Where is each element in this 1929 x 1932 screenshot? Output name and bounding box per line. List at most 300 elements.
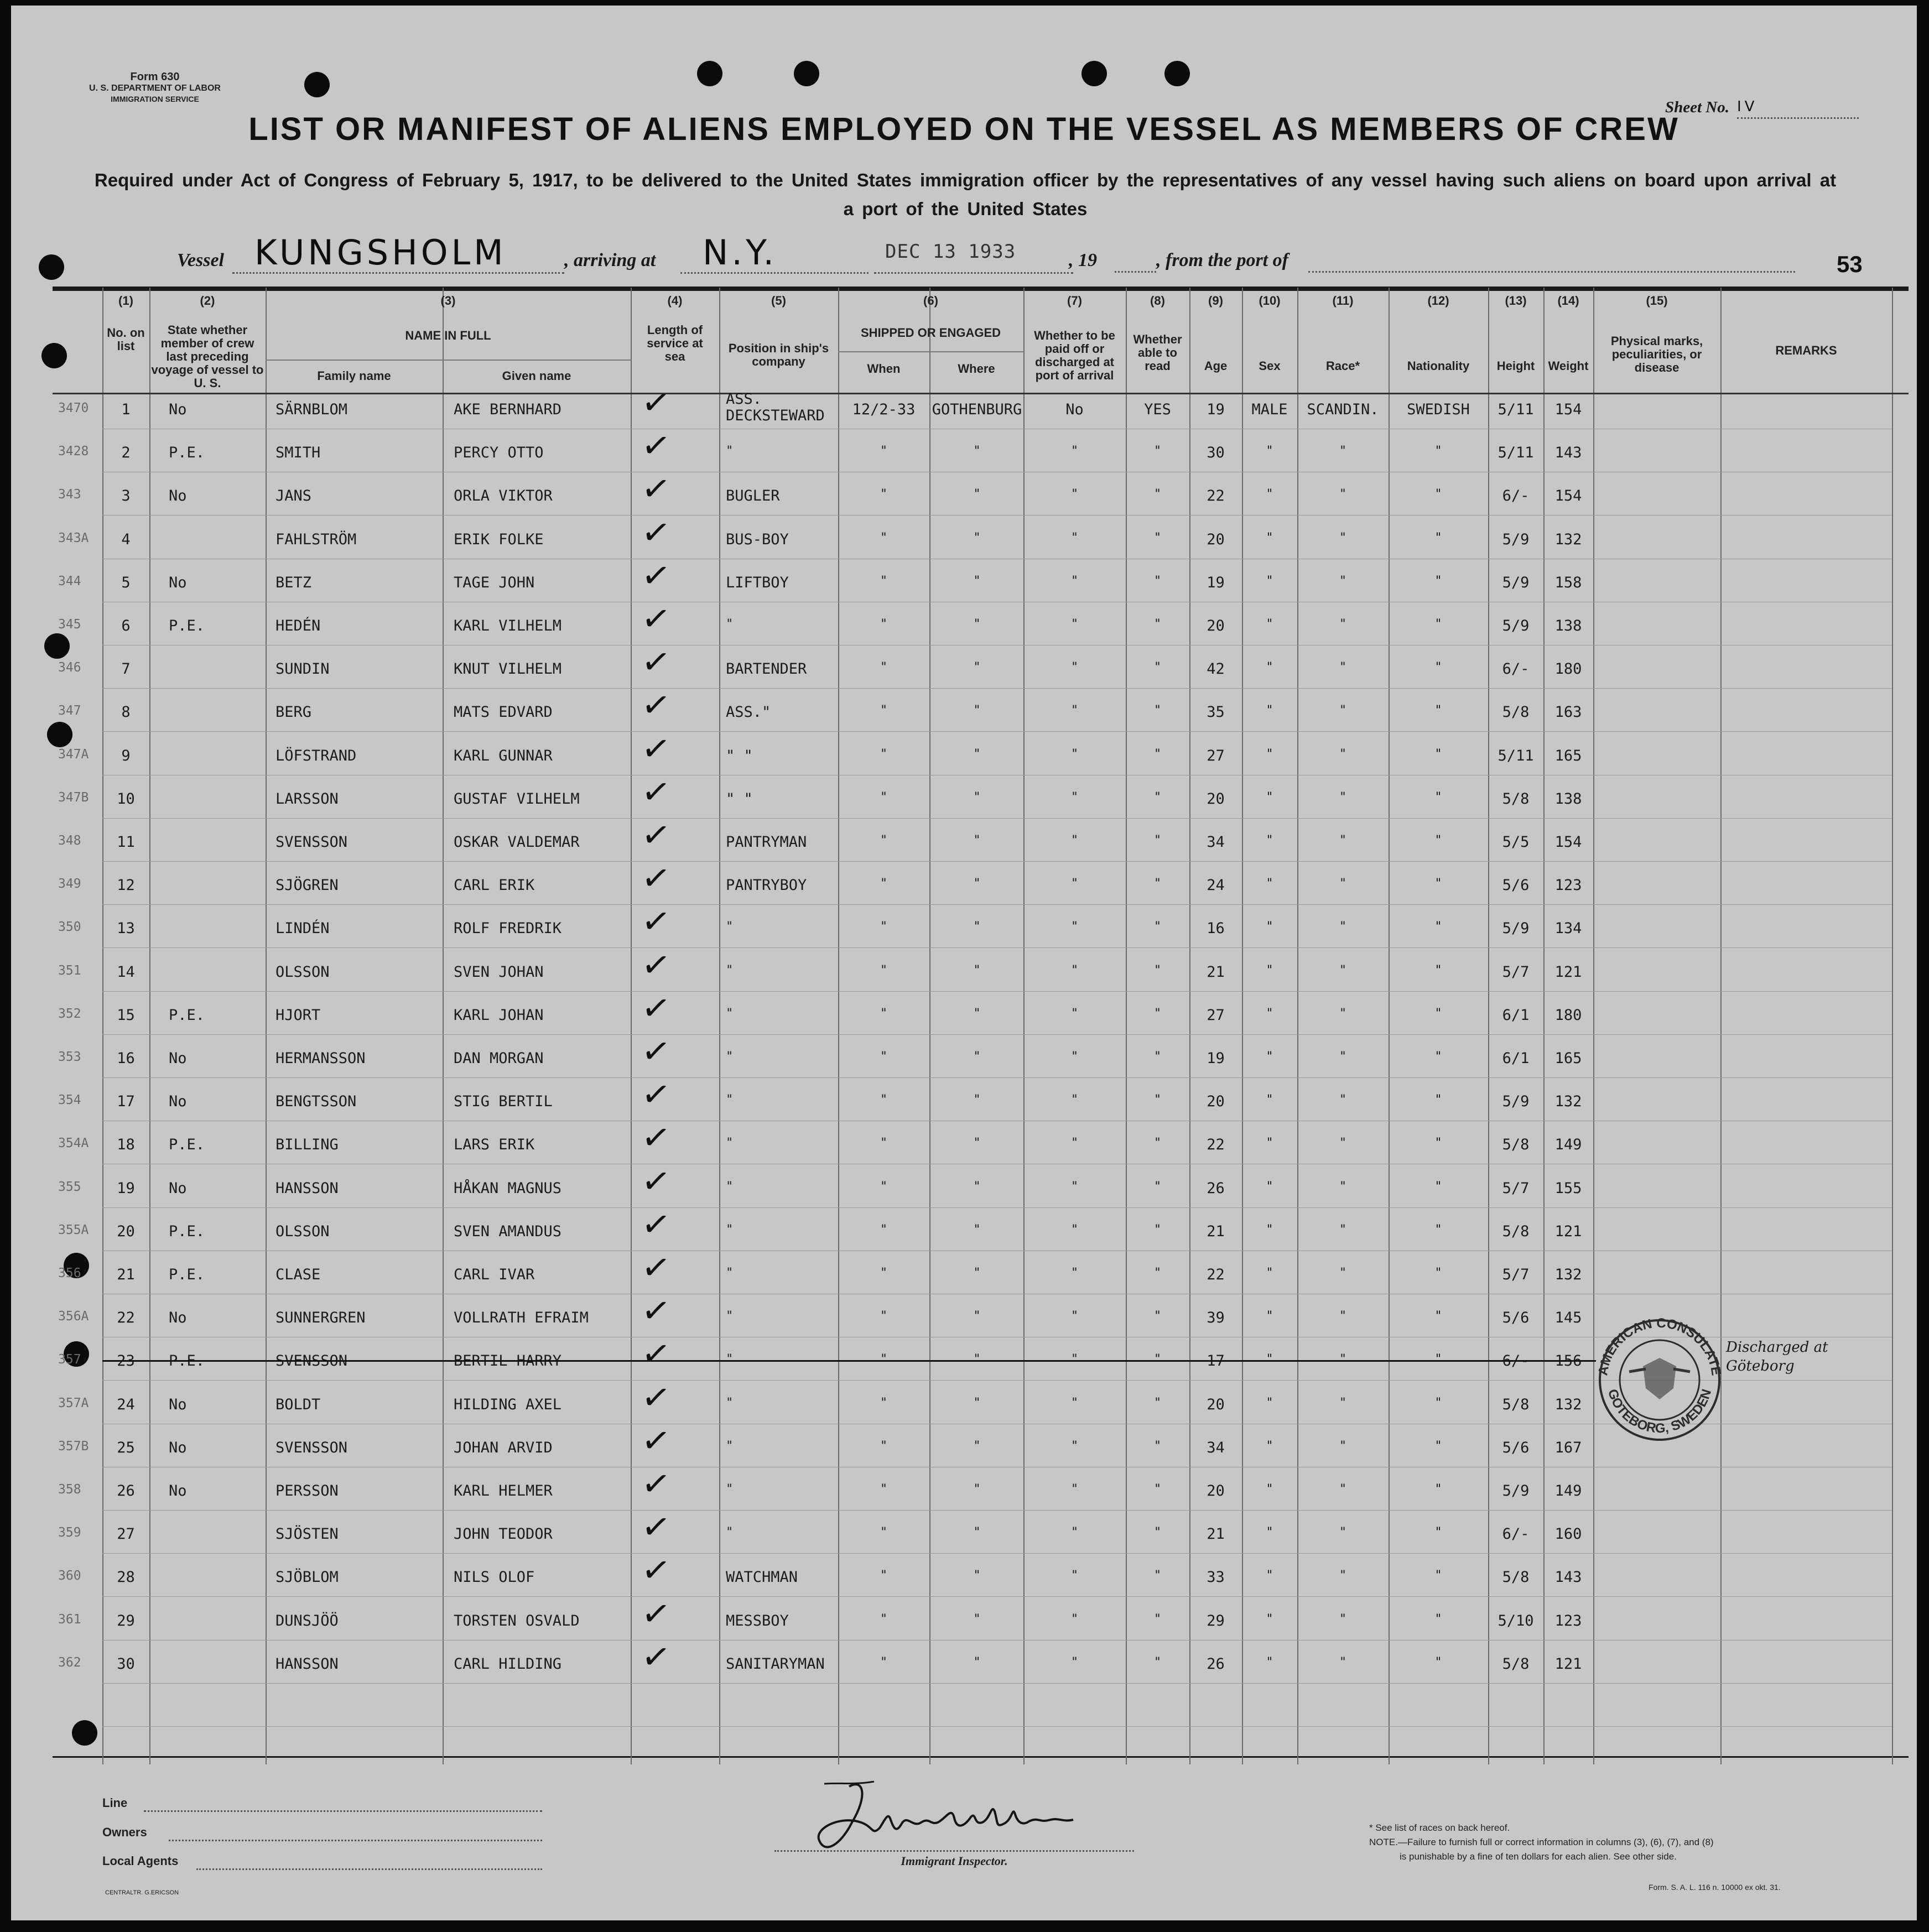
punch-hole (794, 61, 819, 86)
cell-sex: " (1266, 574, 1273, 588)
cell-when: " (880, 531, 888, 545)
cell-no: 9 (121, 747, 131, 764)
cell-age: 17 (1207, 1352, 1225, 1369)
cell-read: " (1153, 487, 1162, 501)
cell-read: " (1153, 1525, 1162, 1539)
cell-ref: 362 (58, 1655, 81, 1670)
col9-number: (9) (1208, 294, 1223, 308)
cell-weight: 143 (1554, 1569, 1582, 1586)
cell-paid-off: " (1070, 1180, 1079, 1194)
cell-ref: 344 (58, 574, 81, 589)
col8-number: (8) (1150, 294, 1165, 308)
cell-weight: 123 (1554, 877, 1582, 894)
cell-given: SVEN JOHAN (454, 964, 544, 981)
cell-ref: 358 (58, 1482, 81, 1497)
cell-age: 20 (1207, 531, 1225, 548)
cell-ref: 347A (58, 747, 89, 762)
cell-family: OLSSON (275, 964, 330, 981)
cell-prev: No (169, 1309, 187, 1326)
cell-ref: 351 (58, 964, 81, 978)
cell-where: " (973, 920, 981, 934)
line-label: Line (102, 1796, 128, 1810)
cell-family: LÖFSTRAND (275, 747, 357, 764)
cell-no: 1 (121, 401, 131, 418)
cell-nationality: SWEDISH (1407, 401, 1470, 418)
cell-height: 5/11 (1498, 401, 1534, 418)
cell-read: " (1153, 1352, 1162, 1366)
cell-weight: 180 (1554, 1007, 1582, 1024)
row-rule (102, 861, 1892, 862)
col15-number: (15) (1646, 294, 1668, 308)
cell-height: 5/9 (1502, 574, 1530, 591)
service-check-mark: ✓ (639, 986, 673, 1030)
cell-age: 22 (1207, 487, 1225, 504)
cell-no: 25 (117, 1439, 135, 1456)
cell-race: " (1339, 1569, 1347, 1582)
cell-read: " (1153, 834, 1162, 847)
cell-when: " (880, 1093, 888, 1107)
col10-number: (10) (1259, 294, 1281, 308)
cell-when: " (880, 1136, 888, 1150)
cell-no: 24 (117, 1396, 135, 1413)
cell-weight: 156 (1554, 1352, 1582, 1369)
cell-sex: " (1266, 1569, 1273, 1582)
page-number: 53 (1837, 251, 1863, 277)
cell-prev: P.E. (169, 1136, 205, 1153)
cell-read: " (1153, 574, 1162, 588)
col9-header: Age (1204, 359, 1228, 373)
cell-where: " (973, 1223, 981, 1237)
cell-nationality: " (1434, 1525, 1442, 1539)
cell-family: LINDÉN (275, 920, 330, 937)
cell-when: " (880, 790, 888, 804)
cell-paid-off: " (1070, 1396, 1079, 1410)
col13-header: Height (1496, 359, 1535, 373)
arriving-field (680, 232, 869, 274)
cell-when: " (880, 877, 888, 891)
cell-prev: No (169, 1093, 187, 1110)
cell-paid-off: " (1070, 704, 1079, 717)
cell-paid-off: " (1070, 1612, 1079, 1626)
cell-paid-off: " (1070, 531, 1079, 545)
row-rule (102, 1683, 1892, 1684)
cell-weight: 123 (1554, 1612, 1582, 1629)
cell-family: BENGTSSON (275, 1093, 357, 1110)
inspector-label: Immigrant Inspector. (901, 1854, 1008, 1868)
cell-where: " (973, 834, 981, 847)
cell-no: 4 (121, 531, 131, 548)
cell-when: " (880, 1482, 888, 1496)
cell-given: GUSTAF VILHELM (454, 790, 580, 808)
cell-where: " (973, 1525, 981, 1539)
cell-prev: P.E. (169, 1352, 205, 1369)
cell-weight: 149 (1554, 1482, 1582, 1499)
table-top-rule (53, 287, 1909, 291)
cell-nationality: " (1434, 617, 1442, 631)
row-rule (102, 991, 1892, 992)
cell-race: " (1339, 660, 1347, 674)
cell-no: 29 (117, 1612, 135, 1629)
cell-where: GOTHENBURG (932, 401, 1022, 418)
service-check-mark: ✓ (639, 639, 673, 684)
col7-header: Whether to be paid off or discharged at port of arrival (1034, 329, 1115, 382)
col13-number: (13) (1505, 294, 1527, 308)
service-check-mark: ✓ (639, 942, 673, 987)
cell-weight: 160 (1554, 1525, 1582, 1543)
table-bottom-rule (53, 1756, 1909, 1758)
cell-ref: 353 (58, 1050, 81, 1064)
cell-paid-off: " (1070, 1482, 1079, 1496)
cell-family: BETZ (275, 574, 312, 591)
cell-weight: 132 (1554, 1396, 1582, 1413)
row-rule (102, 1640, 1892, 1641)
cell-ref: 352 (58, 1007, 81, 1021)
cell-when: " (880, 920, 888, 934)
punch-hole (1082, 61, 1107, 86)
cell-sex: " (1266, 1525, 1273, 1539)
col14-header: Weight (1548, 359, 1589, 373)
cell-ref: 359 (58, 1525, 81, 1540)
cell-sex: " (1266, 834, 1273, 847)
cell-age: 27 (1207, 1007, 1225, 1024)
local-agents-label: Local Agents (102, 1854, 179, 1868)
cell-ref: 349 (58, 877, 81, 891)
cell-sex: " (1266, 747, 1273, 761)
col5-number: (5) (771, 294, 786, 308)
cell-nationality: " (1434, 487, 1442, 501)
cell-sex: " (1266, 1266, 1273, 1280)
cell-prev: P.E. (169, 1266, 205, 1283)
cell-ref: 357 (58, 1352, 81, 1367)
cell-race: " (1339, 1180, 1347, 1194)
cell-ref: 348 (58, 834, 81, 848)
cell-age: 26 (1207, 1655, 1225, 1673)
service-check-mark: ✓ (639, 1202, 673, 1247)
cell-height: 5/8 (1502, 1396, 1530, 1413)
cell-weight: 155 (1554, 1180, 1582, 1197)
form-number: Form 630 (130, 71, 180, 83)
owners-field (169, 1830, 542, 1841)
cell-when: " (880, 660, 888, 674)
cell-family: OLSSON (275, 1223, 330, 1240)
cell-age: 22 (1207, 1266, 1225, 1283)
service-name: IMMIGRATION SERVICE (111, 95, 199, 103)
cell-paid-off: " (1070, 1007, 1079, 1020)
cell-where: " (973, 1180, 981, 1194)
cell-where: " (973, 790, 981, 804)
cell-read: " (1153, 1007, 1162, 1020)
cell-no: 21 (117, 1266, 135, 1283)
cell-sex: " (1266, 1309, 1273, 1323)
cell-height: 5/8 (1502, 790, 1530, 808)
cell-given: JOHN TEODOR (454, 1525, 553, 1543)
cell-height: 5/7 (1502, 1180, 1530, 1197)
cell-race: " (1339, 1525, 1347, 1539)
service-check-mark: ✓ (639, 1548, 673, 1592)
page-subtitle: Required under Act of Congress of February 5, 1917, to be delivered to the United States immigration officer by the representatives of any vessel having such aliens on board upon arrival at a port of the United States (94, 170, 1837, 219)
cell-height: 5/9 (1502, 1482, 1530, 1499)
cell-paid-off: " (1070, 920, 1079, 934)
cell-ref: 345 (58, 617, 81, 632)
cell-weight: 180 (1554, 660, 1582, 678)
cell-where: " (973, 1482, 981, 1496)
cell-weight: 149 (1554, 1136, 1582, 1153)
cell-weight: 165 (1554, 1050, 1582, 1067)
cell-when: " (880, 704, 888, 717)
cell-where: " (973, 747, 981, 761)
cell-position: " (726, 1180, 734, 1194)
cell-position: " (726, 1266, 734, 1280)
cell-position: " (726, 1050, 734, 1064)
cell-height: 5/6 (1502, 877, 1530, 894)
cell-read: " (1153, 1612, 1162, 1626)
remarks-header: REMARKS (1775, 343, 1837, 357)
cell-when: " (880, 1050, 888, 1064)
cell-prev: No (169, 1396, 187, 1413)
cell-sex: " (1266, 1180, 1273, 1194)
cell-nationality: " (1434, 574, 1442, 588)
cell-read: YES (1144, 401, 1171, 418)
punch-hole (47, 722, 72, 747)
cell-no: 14 (117, 964, 135, 981)
cell-no: 3 (121, 487, 131, 504)
cell-sex: " (1266, 531, 1273, 545)
line-field (144, 1800, 542, 1812)
cell-age: 22 (1207, 1136, 1225, 1153)
cell-race: " (1339, 1396, 1347, 1410)
cell-read: " (1153, 1439, 1162, 1453)
manifest-sheet (11, 6, 1917, 1920)
service-check-mark: ✓ (639, 1159, 673, 1204)
service-check-mark: ✓ (639, 1115, 673, 1160)
cell-prev: No (169, 1180, 187, 1197)
col8-header: Whether able to read (1133, 332, 1182, 373)
cell-ref: 357B (58, 1439, 89, 1454)
cell-when: " (880, 1525, 888, 1539)
cell-position: SANITARYMAN (726, 1655, 825, 1673)
cell-sex: " (1266, 1655, 1273, 1669)
cell-age: 26 (1207, 1180, 1225, 1197)
cell-read: " (1153, 444, 1162, 458)
consulate-stamp (1590, 1314, 1729, 1441)
col11-header: Race* (1325, 359, 1360, 373)
cell-when: " (880, 1439, 888, 1453)
cell-race: " (1339, 531, 1347, 545)
punch-hole (1164, 61, 1190, 86)
stamp-top-text: AMERICAN CONSULATE (1595, 1315, 1724, 1377)
cell-given: KARL GUNNAR (454, 747, 553, 764)
cell-race: " (1339, 1266, 1347, 1280)
cell-where: " (973, 1439, 981, 1453)
cell-read: " (1153, 704, 1162, 717)
cell-height: 5/7 (1502, 964, 1530, 981)
cell-given: HÅKAN MAGNUS (454, 1180, 562, 1197)
sheet-number: IV (1737, 98, 1758, 115)
cell-ref: 3470 (58, 401, 89, 415)
cell-given: AKE BERNHARD (454, 401, 562, 418)
cell-when: " (880, 1180, 888, 1194)
cell-sex: " (1266, 790, 1273, 804)
remark-text: Discharged at Göteborg (1726, 1339, 1828, 1374)
cell-ref: 355 (58, 1180, 81, 1194)
cell-paid-off: " (1070, 1223, 1079, 1237)
service-check-mark: ✓ (639, 899, 673, 944)
cell-nationality: " (1434, 1396, 1442, 1410)
cell-family: CLASE (275, 1266, 321, 1283)
cell-age: 21 (1207, 964, 1225, 981)
cell-where: " (973, 617, 981, 631)
col14-number: (14) (1557, 294, 1579, 308)
cell-race: " (1339, 1050, 1347, 1064)
cell-height: 5/9 (1502, 920, 1530, 937)
cell-position: BUS-BOY (726, 531, 789, 548)
cell-sex: " (1266, 1136, 1273, 1150)
cell-weight: 121 (1554, 964, 1582, 981)
col6-number: (6) (923, 294, 938, 308)
cell-race: " (1339, 747, 1347, 761)
cell-age: 35 (1207, 704, 1225, 721)
arrival-port: N.Y. (703, 232, 778, 273)
cell-given: CARL ERIK (454, 877, 535, 894)
cell-read: " (1153, 1266, 1162, 1280)
cell-height: 5/11 (1498, 747, 1534, 764)
cell-height: 5/9 (1502, 531, 1530, 548)
cell-no: 16 (117, 1050, 135, 1067)
cell-ref: 347 (58, 704, 81, 718)
cell-height: 5/6 (1502, 1439, 1530, 1456)
cell-paid-off: " (1070, 617, 1079, 631)
cell-position: " (726, 444, 734, 458)
cell-nationality: " (1434, 660, 1442, 674)
punch-hole (39, 254, 64, 280)
cell-read: " (1153, 1180, 1162, 1194)
cell-given: DAN MORGAN (454, 1050, 544, 1067)
cell-race: " (1339, 877, 1347, 891)
col11-number: (11) (1332, 294, 1354, 308)
row-rule (102, 1596, 1892, 1597)
cell-when: " (880, 1655, 888, 1669)
cell-read: " (1153, 747, 1162, 761)
cell-prev: No (169, 401, 187, 418)
cell-where: " (973, 1396, 981, 1410)
cell-prev: No (169, 574, 187, 591)
cell-sex: " (1266, 1093, 1273, 1107)
cell-paid-off: " (1070, 1050, 1079, 1064)
cell-prev: P.E. (169, 617, 205, 634)
cell-weight: 138 (1554, 790, 1582, 808)
vessel-name: KUNGSHOLM (254, 232, 507, 273)
date-stamp: DEC 13 1933 (885, 241, 1016, 263)
cell-sex: " (1266, 920, 1273, 934)
col5-header: Position in ship's company (728, 341, 829, 368)
cell-race: " (1339, 964, 1347, 977)
col3-header: NAME IN FULL (405, 329, 491, 342)
cell-weight: 154 (1554, 487, 1582, 504)
cell-no: 22 (117, 1309, 135, 1326)
cell-given: VOLLRATH EFRAIM (454, 1309, 589, 1326)
cell-weight: 134 (1554, 920, 1582, 937)
cell-sex: " (1266, 877, 1273, 891)
cell-when: " (880, 617, 888, 631)
cell-ref: 354A (58, 1136, 89, 1150)
cell-read: " (1153, 877, 1162, 891)
cell-race: " (1339, 834, 1347, 847)
cell-nationality: " (1434, 834, 1442, 847)
cell-when: " (880, 574, 888, 588)
punch-hole (44, 633, 70, 659)
cell-no: 17 (117, 1093, 135, 1110)
cell-where: " (973, 1050, 981, 1064)
cell-family: SMITH (275, 444, 321, 461)
cell-no: 30 (117, 1655, 135, 1673)
row-rule (102, 1034, 1892, 1035)
cell-paid-off: " (1070, 660, 1079, 674)
cell-ref: 346 (58, 660, 81, 675)
cell-ref: 343A (58, 531, 89, 545)
service-check-mark: ✓ (639, 423, 673, 468)
service-check-mark: ✓ (639, 380, 673, 425)
cell-family: SVENSSON (275, 834, 348, 851)
cell-paid-off: " (1070, 1093, 1079, 1107)
department-name: U. S. DEPARTMENT OF LABOR (89, 84, 221, 93)
penalty-note-2: is punishable by a fine of ten dollars for each alien. See other side. (1400, 1851, 1677, 1862)
service-check-mark: ✓ (639, 1029, 673, 1074)
cell-family: SVENSSON (275, 1352, 348, 1369)
cell-read: " (1153, 1136, 1162, 1150)
cell-family: HANSSON (275, 1655, 339, 1673)
cell-family: BERG (275, 704, 312, 721)
cell-height: 6/- (1502, 660, 1530, 678)
cell-race: " (1339, 1612, 1347, 1626)
cell-age: 30 (1207, 444, 1225, 461)
cell-position: " (726, 964, 734, 977)
cell-race: " (1339, 1136, 1347, 1150)
cell-family: HEDÉN (275, 617, 321, 634)
service-check-mark: ✓ (639, 1418, 673, 1463)
cell-no: 19 (117, 1180, 135, 1197)
row-rule (102, 947, 1892, 948)
cell-position: BARTENDER (726, 660, 807, 678)
cell-height: 5/8 (1502, 1223, 1530, 1240)
cell-ref: 356A (58, 1309, 89, 1324)
cell-no: 10 (117, 790, 135, 808)
cell-age: 24 (1207, 877, 1225, 894)
cell-age: 20 (1207, 1396, 1225, 1413)
cell-nationality: " (1434, 964, 1442, 977)
cell-family: DUNSJÖÖ (275, 1612, 339, 1629)
cell-paid-off: " (1070, 1352, 1079, 1366)
cell-sex: " (1266, 704, 1273, 717)
cell-race: " (1339, 1655, 1347, 1669)
cell-given: OSKAR VALDEMAR (454, 834, 580, 851)
cell-where: " (973, 1266, 981, 1280)
cell-height: 5/8 (1502, 704, 1530, 721)
cell-where: " (973, 1569, 981, 1582)
signature-line (774, 1845, 1134, 1852)
cell-nationality: " (1434, 531, 1442, 545)
cell-height: 5/5 (1502, 834, 1530, 851)
cell-sex: " (1266, 617, 1273, 631)
cell-read: " (1153, 964, 1162, 977)
cell-position: ASS. DECKSTEWARD (726, 390, 825, 424)
from-port-label: , from the port of (1156, 250, 1288, 270)
cell-family: SUNNERGREN (275, 1309, 366, 1326)
given-name-header: Given name (502, 369, 571, 383)
cell-height: 5/9 (1502, 617, 1530, 634)
cell-paid-off: " (1070, 1266, 1079, 1280)
from-port-field (1308, 249, 1795, 273)
cell-read: " (1153, 1396, 1162, 1410)
